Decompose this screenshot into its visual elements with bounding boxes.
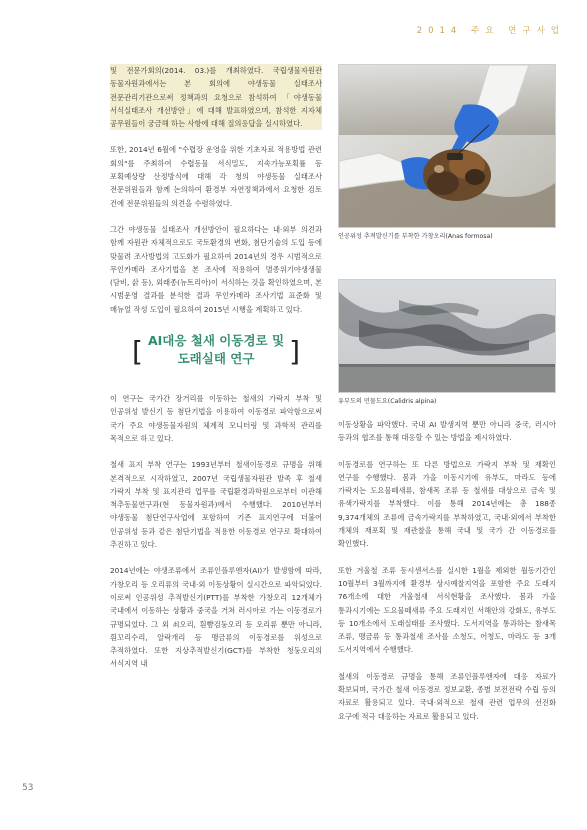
paragraph-meeting: 및 전문가회의(2014. 03.)를 개최하였다. 국립생물자원관 동물자원과에서는 본 회의에 야생동물 실태조사 전문관리기관으로써 정책과의 요청으로 참석하여 「야생동물 서식실태조사 개선방안」에 대해 발표하였으며, 참석한 지자체 공무원들이 궁금해 하는 사항에 대해 질의응답을 실시하였다. <box>110 64 322 130</box>
photo-dunlin-flock-image <box>339 280 555 392</box>
page-number: 53 <box>22 783 34 793</box>
paragraph-purpose: 이 연구는 국가간 장거리를 이동하는 철새의 가락지 부착 및 인공위성 발신기 등 첨단기법을 이용하여 이동경로 파악함으로써 국가 주요 야생동물자원의 체계적 모니터링 및 과학적 관리를 목적으로 하고 있다. <box>110 394 322 443</box>
bracket-open: [ <box>132 335 143 369</box>
bracket-close: ] <box>289 335 300 369</box>
paragraph-ai-2014: 2014년에는 야생조류에서 조류인플루엔자(AI)가 발생함에 따라, 가창오리 등 오리류의 국내·외 이동상황이 실시간으로 파악되었다. 이로써 인공위성 추적발신기(PTT)를 부착한 가창오리 12개체가 국내에서 이동하는 상황과 중국을 거쳐 러시아로 가는 이동경로가 규명되었다. 그 외 쇠오리, 흰뺨검둥오리 등 오리류 뿐만 아니라, 흰꼬리수리, 알락개리 등 맹금류의 이동경로를 위성으로 추적하였다. 또한 지상추적발신기(GCT)를 부착한 청둥오리의 서식지역 내 <box>110 566 322 669</box>
running-header: 2014 주요 연구사업 <box>416 26 565 36</box>
left-column <box>110 64 322 684</box>
paragraph-banding: 이동경로를 연구하는 또 다른 방법으로 가락지 부착 및 재확인 연구를 수행했다. 봄과 가을 이동시기에 유부도, 마라도 등에 가락지는 도요물떼새류, 참새목 조류 등 철새를 대상으로 금속 및 유색가락지를 부착했다. 이를 통해 2014년에는 총 188종 9,374개체의 조류에 금속가락지를 부착하였고, 국내·외에서 부착한 개체의 재포획 및 재관찰을 통해 국내 및 국가 간 이동경로를 확인했다. <box>338 459 556 549</box>
photo-dunlin-flock <box>338 279 556 393</box>
paragraph-june-meeting: 또한, 2014년 6월에 "수렵장 운영을 위한 기초자료 적용방법 관련 회의"를 주최하여 수렵동물 서식밀도, 지속가능포획률 등 포획예상량 산정방식에 대해 각 청의 야생동물 실태조사 전문위원들과 함께 논의하여 환경부 자연정책과에서 요청한 검토 건에 전문위원들의 의견을 수렴하였다. <box>110 145 322 208</box>
section-title-line-1: AI대응 철새 이동경로 및 <box>147 333 285 349</box>
photo-baikal-teal-image <box>339 65 555 227</box>
paragraph-camera-survey: 그간 야생동물 실태조사 개선방안이 필요하다는 내·외부 의견과 함께 자원관 자체적으로도 국토환경의 변화, 첨단기술의 도입 등에 맞물려 조사방법의 고도화가 필요하여 2014년의 경우 시범적으로 무인카메라 조사기법을 본 조사에 적용하여 멸종위기야생생물(담비, 삵 등), 외래종(뉴트리아)이 서식하는 것을 확인하였으며, 본 시범운영 결과를 분석한 결과 무인카메라 조사기법 표준화 및 매뉴얼 작성 도입이 필요하여 2015년 시행을 계획하고 있다. <box>110 224 322 314</box>
paragraph-winter-census: 또한 겨울철 조류 동시센서스를 실시한 1월을 제외한 월동기간인 10월부터 3월까지에 환경부 상시예찰지역을 포함한 주요 도래지 76개소에 대한 겨울철새 서식현황을 조사했다. 봄과 가을 통과시기에는 도요물떼새류 주요 도래지인 서해안의 강화도, 유부도 등 10개소에서 도래실태를 조사했다. 도서지역을 통과하는 참새목 조류, 맹금류 등 통과철새 조사를 소청도, 어청도, 마라도 등 3개 도서지역에서 수행했다. <box>338 565 556 655</box>
section-title-line-2: 도래실태 연구 <box>177 351 255 367</box>
paragraph-history: 철새 표지 부착 연구는 1993년부터 철새이동경로 규명을 위해 본격적으로 시작하였고, 2007년 국립생물자원관 발족 후 철새 가락지 부착 및 표지관리 업무를 국립환경과학원으로부터 이관해 척추동물연구과(현 동물자원과)에서 수행했다. 2010년부터 야생동물 첨단연구사업에 포함하여 기존 표지연구에 더불어 인공위성 등과 같은 첨단기법을 적용한 이동경로 연구로 확대하여 추진하고 있다. <box>110 460 322 550</box>
photo-dunlin-caption: 유부도의 민물도요(Calidris alpina) <box>338 398 437 405</box>
right-column <box>338 64 556 736</box>
paragraph-ai-response: 이동상황을 파악했다. 국내 AI 발생지역 뿐만 아니라 중국, 러시아 등과의 협조를 통해 대응할 수 있는 방법을 제시하였다. <box>338 420 556 443</box>
section-title <box>110 332 322 376</box>
photo-baikal-teal <box>338 64 556 228</box>
bottom-band <box>0 800 587 830</box>
photo-baikal-teal-caption: 인공위성 추적발신기를 부착한 가창오리(Anas formosa) <box>338 233 493 240</box>
paragraph-outcomes: 철새의 이동경로 규명을 통해 조류인플루엔자에 대응 자료가 확보되며, 국가간 철새 이동경로 정보교환, 종별 보전전략 수립 등의 자료로 활용되고 있다. 국내·외적으로 철새 관련 업무의 선진화 요구에 적극 대응하는 자료로 활용되고 있다. <box>338 671 556 721</box>
